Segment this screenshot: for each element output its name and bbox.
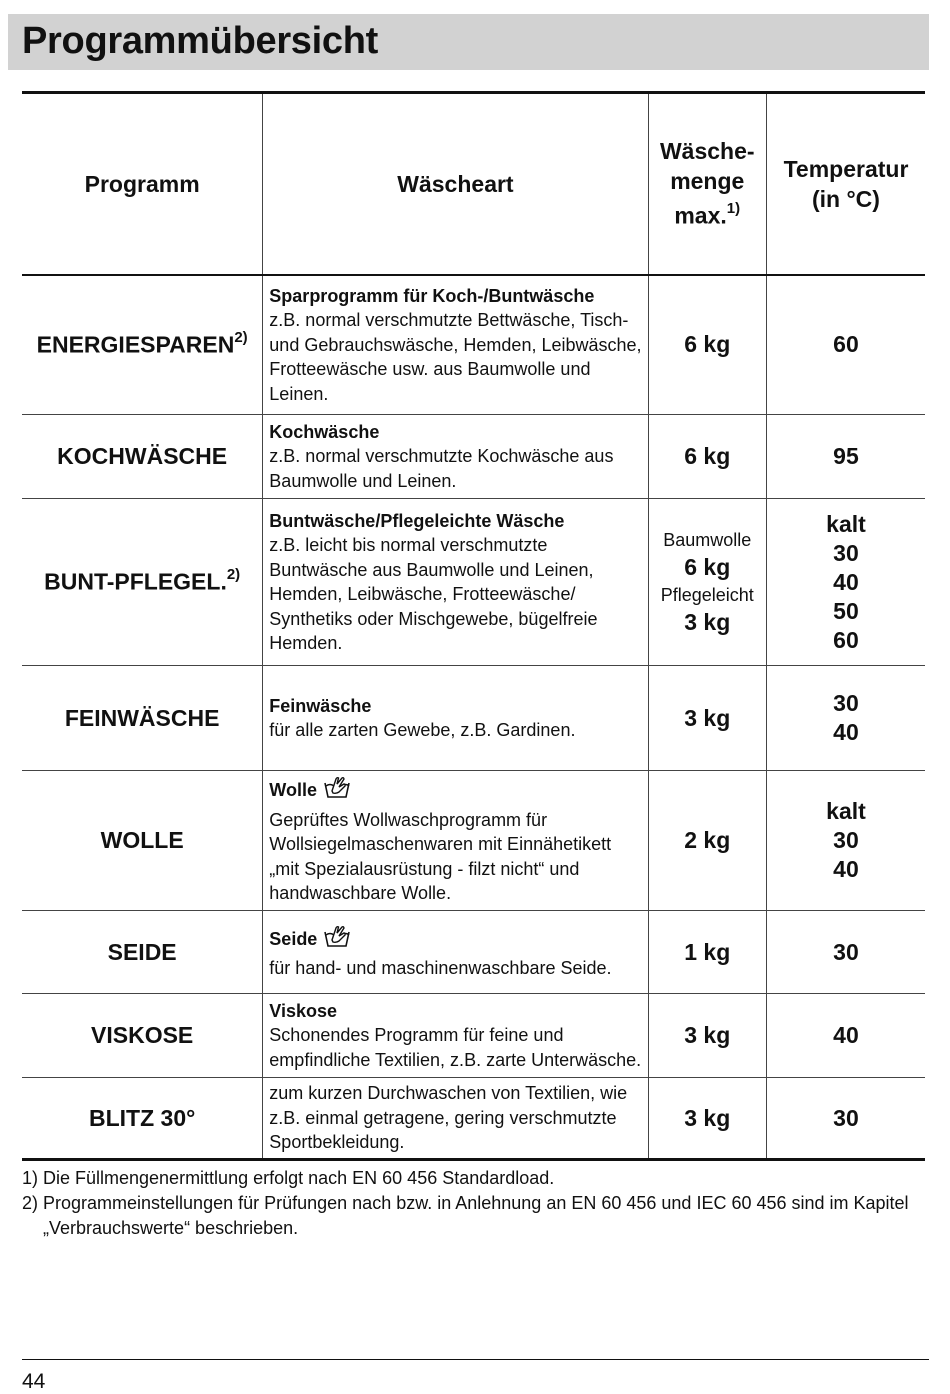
program-temperature: 30 40 xyxy=(766,666,925,771)
program-temperature: 95 xyxy=(766,415,925,499)
table-row xyxy=(22,994,925,1078)
description-text: Geprüftes Wollwaschprogramm für Wollsiegelmaschenwaren mit Einnähetikett „mit Spezialausrüstung - filzt nicht“ und handwaschbare Wolle. xyxy=(269,809,612,904)
footnotes xyxy=(22,1166,927,1241)
program-temperature: kalt 30 40 50 60 xyxy=(766,499,925,666)
description-title: Sparprogramm für Koch-/Buntwäsche xyxy=(269,285,595,306)
title-bar xyxy=(8,14,929,70)
table-row xyxy=(22,499,925,666)
description-text: für hand- und maschinenwaschbare Seide. xyxy=(269,958,612,978)
program-description xyxy=(263,1078,648,1160)
program-name: SEIDE xyxy=(107,938,177,965)
program-load: 6 kg xyxy=(648,275,766,415)
table-row xyxy=(22,771,925,911)
program-load: 6 kg xyxy=(648,415,766,499)
program-name: FEINWÄSCHE xyxy=(64,704,220,731)
program-name: BUNT-PFLEGEL.$^{2)}$ xyxy=(44,566,241,595)
description-title: Wolle xyxy=(269,780,317,801)
header-load: Wäsche- menge max.$^{1)}$ xyxy=(648,93,766,275)
program-description xyxy=(263,994,648,1078)
header-temperature: Temperatur (in °C) xyxy=(766,93,925,275)
program-description xyxy=(263,911,648,994)
program-description xyxy=(263,499,648,666)
table-row xyxy=(22,415,925,499)
description-text: z.B. normal verschmutzte Kochwäsche aus Baumwolle und Leinen. xyxy=(269,446,614,491)
description-title: Feinwäsche xyxy=(269,695,372,716)
program-table xyxy=(22,91,925,1161)
program-name: KOCHWÄSCHE xyxy=(57,443,228,469)
header-program: Programm xyxy=(84,170,200,197)
table-row xyxy=(22,1078,925,1160)
program-description xyxy=(263,275,648,415)
program-description xyxy=(263,666,648,771)
table-row xyxy=(22,911,925,994)
program-load: 3 kg xyxy=(648,1078,766,1160)
table-row xyxy=(22,275,925,415)
description-text: Schonendes Programm für feine und empfindliche Textilien, z.B. zarte Unterwäsche. xyxy=(269,1025,642,1070)
table-row xyxy=(22,666,925,771)
hand-wash-icon xyxy=(323,775,351,808)
program-temperature: 60 xyxy=(766,275,925,415)
description-title: Viskose xyxy=(269,1000,338,1021)
page-number: 44 xyxy=(22,1370,46,1393)
header-laundry-type: Wäscheart xyxy=(263,93,648,275)
description-title: Buntwäsche/Pflegeleichte Wäsche xyxy=(269,510,565,531)
program-name: VISKOSE xyxy=(91,1022,194,1048)
program-name: WOLLE xyxy=(100,827,184,853)
footnote: 1) Die Füllmengenermittlung erfolgt nach EN 60 456 Standardload. xyxy=(22,1168,555,1188)
footnote: 2) Programmeinstellungen für Prüfungen nach bzw. in Anlehnung an EN 60 456 und IEC 60 456 sind im Kapitel „Verbrauchswerte“ beschrieben. xyxy=(22,1193,909,1238)
table-header-row xyxy=(22,93,925,275)
program-load: 3 kg xyxy=(648,666,766,771)
program-description xyxy=(263,415,648,499)
program-temperature: 30 xyxy=(766,1078,925,1160)
program-temperature: 40 xyxy=(766,994,925,1078)
program-load: 1 kg xyxy=(648,911,766,994)
program-description xyxy=(263,771,648,911)
description-title: Seide xyxy=(269,928,318,949)
description-text: z.B. leicht bis normal verschmutzte Buntwäsche aus Baumwolle und Leinen, Hemden, Leibwäsche, Frotteewäsche/ Synthetiks oder Mischgewebe, bügelfreie Hemden. xyxy=(269,535,598,653)
hand-wash-icon xyxy=(323,924,351,957)
program-load: 2 kg xyxy=(648,771,766,911)
program-temperature: kalt 30 40 xyxy=(766,771,925,911)
page-title: Programmübersicht xyxy=(22,20,378,62)
footer-divider xyxy=(22,1359,929,1360)
program-temperature: 30 xyxy=(766,911,925,994)
description-text: für alle zarten Gewebe, z.B. Gardinen. xyxy=(269,720,576,740)
description-title: Kochwäsche xyxy=(269,421,380,442)
description-text: zum kurzen Durchwaschen von Textilien, wie z.B. einmal getragene, gering verschmutzte Sportbekleidung. xyxy=(269,1083,628,1153)
program-load: 3 kg xyxy=(648,994,766,1078)
description-text: z.B. normal verschmutzte Bettwäsche, Tisch- und Gebrauchswäsche, Hemden, Leibwäsche, Frotteewäsche usw. aus Baumwolle und Leinen. xyxy=(269,310,642,404)
program-load: Baumwolle 6 kg Pflegeleicht 3 kg xyxy=(648,499,766,666)
program-name: BLITZ 30° xyxy=(88,1104,196,1131)
program-name: ENERGIESPAREN$^{2)}$ xyxy=(36,328,248,358)
